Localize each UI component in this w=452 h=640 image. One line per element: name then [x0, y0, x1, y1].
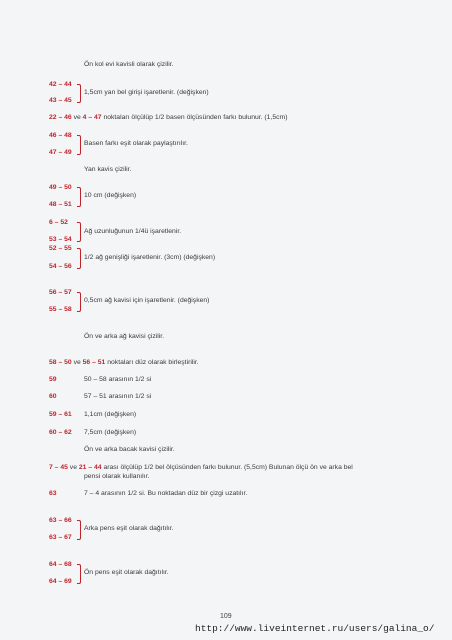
instruction-text: ve: [67, 464, 79, 471]
instruction-text: 10 cm (değişken): [84, 192, 137, 199]
instruction-text: 1,5cm yan bel girişi işaretlenir. (değişken): [84, 89, 209, 96]
instruction-text: pensi olarak kullanılır.: [84, 473, 150, 480]
instruction-text: noktaları ölçülüp 1/2 basen ölçüsünden farkı bulunur. (1,5cm): [101, 114, 288, 121]
footer-url: http://www.liveinternet.ru/users/galina_o/: [195, 623, 435, 634]
text-line: [84, 473, 149, 481]
reference-number: 60 – 62: [49, 429, 72, 436]
instruction-text: 50 – 58 arasının 1/2 si: [84, 376, 152, 383]
text-line: [49, 149, 72, 157]
instruction-text: 1/2 ağ genişliği işaretlenir. (3cm) (değişken): [84, 254, 216, 261]
text-line: [84, 228, 181, 236]
text-line: [84, 411, 136, 419]
reference-number: 64 – 69: [49, 578, 72, 585]
reference-number: 21 – 44: [78, 464, 102, 471]
text-line: [49, 517, 72, 525]
text-line: [49, 490, 57, 498]
bracket: [77, 292, 81, 312]
text-line: [49, 219, 68, 227]
reference-number: 53 – 54: [49, 236, 72, 243]
instruction-text: 0,5cm ağ kavisi için işaretlenir. (değişken): [84, 297, 210, 304]
instruction-text: ve: [71, 359, 83, 366]
reference-number: 55 – 58: [49, 306, 72, 313]
text-line: [49, 236, 72, 244]
text-line: [84, 376, 151, 384]
text-line: [84, 254, 215, 262]
instruction-text: 57 – 51 arasının 1/2 si: [84, 393, 152, 400]
reference-number: 52 – 55: [49, 245, 72, 252]
text-line: [49, 132, 72, 140]
text-line: [84, 89, 209, 97]
text-line: [84, 61, 174, 69]
text-line: [49, 306, 72, 314]
reference-number: 54 – 56: [49, 263, 72, 270]
reference-number: 4 – 47: [82, 114, 102, 121]
reference-number: 7 – 45: [49, 464, 68, 471]
instruction-text: Ön ve arka ağ kavisi çizilir.: [84, 333, 165, 340]
text-line: [49, 464, 353, 472]
reference-number: 63: [49, 490, 57, 497]
instruction-text: arası ölçülüp 1/2 bel ölçüsünden farkı bulunur. (5,5cm) Bulunan ölçü ön ve arka bel: [101, 464, 353, 471]
text-line: [84, 525, 174, 533]
reference-number: 56 – 57: [49, 289, 72, 296]
page-number: 109: [220, 613, 232, 620]
text-line: [49, 429, 72, 437]
reference-number: 22 – 46: [49, 114, 72, 121]
reference-number: 64 – 68: [49, 561, 72, 568]
text-line: [49, 289, 72, 297]
text-line: [49, 184, 72, 192]
instruction-text: 7 – 4 arasının 1/2 si. Bu noktadan düz bir çizgi uzatılır.: [84, 490, 248, 497]
reference-number: 42 – 44: [49, 81, 72, 88]
text-line: [84, 429, 136, 437]
text-line: [49, 393, 57, 401]
text-line: [84, 446, 175, 454]
text-line: [84, 490, 247, 498]
reference-number: 63 – 66: [49, 517, 72, 524]
text-line: [84, 393, 151, 401]
text-line: [49, 263, 72, 271]
instruction-text: Ön kol evi kavisli olarak çizilir.: [84, 61, 174, 68]
text-line: [49, 359, 199, 367]
reference-number: 59 – 61: [49, 411, 72, 418]
reference-number: 49 – 50: [49, 184, 72, 191]
text-line: [49, 97, 72, 105]
instruction-text: Yan kavis çizilir.: [84, 166, 132, 173]
reference-number: 46 – 48: [49, 132, 72, 139]
text-line: [84, 333, 164, 341]
bracket: [77, 520, 81, 540]
reference-number: 48 – 51: [49, 201, 72, 208]
reference-number: 63 – 67: [49, 534, 72, 541]
reference-number: 58 – 50: [49, 359, 72, 366]
instruction-text: Basen farkı eşit olarak paylaştırılır.: [84, 140, 188, 147]
instruction-text: 7,5cm (değişken): [84, 429, 137, 436]
instruction-text: Ağ uzunluğunun 1/4ü işaretlenir.: [84, 228, 182, 235]
text-line: [49, 578, 72, 586]
text-line: [49, 201, 72, 209]
reference-number: 43 – 45: [49, 97, 72, 104]
instruction-text: ve: [71, 114, 83, 121]
text-line: [49, 534, 72, 542]
text-line: [84, 140, 188, 148]
text-line: [84, 192, 136, 200]
text-line: [84, 569, 169, 577]
reference-number: 59: [49, 376, 57, 383]
text-line: [49, 245, 72, 253]
text-line: [49, 81, 72, 89]
instruction-text: 1,1cm (değişken): [84, 411, 137, 418]
text-line: [84, 166, 131, 174]
instruction-text: noktaları düz olarak birleştirilir.: [105, 359, 199, 366]
reference-number: 56 – 51: [82, 359, 106, 366]
reference-number: 47 – 49: [49, 149, 72, 156]
bracket: [77, 564, 81, 584]
text-line: [49, 411, 72, 419]
instruction-text: Arka pens eşit olarak dağıtılır.: [84, 525, 174, 532]
instruction-text: Ön pens eşit olarak dağıtılır.: [84, 569, 169, 576]
reference-number: 6 – 52: [49, 219, 68, 226]
bracket: [77, 135, 81, 155]
bracket: [77, 222, 81, 242]
text-line: [84, 297, 209, 305]
reference-number: 60: [49, 393, 57, 400]
bracket: [77, 84, 81, 103]
text-line: [49, 114, 287, 122]
instruction-text: Ön ve arka bacak kavisi çizilir.: [84, 446, 175, 453]
bracket: [77, 248, 81, 269]
bracket: [77, 187, 81, 207]
text-line: [49, 376, 57, 384]
text-line: [49, 561, 72, 569]
